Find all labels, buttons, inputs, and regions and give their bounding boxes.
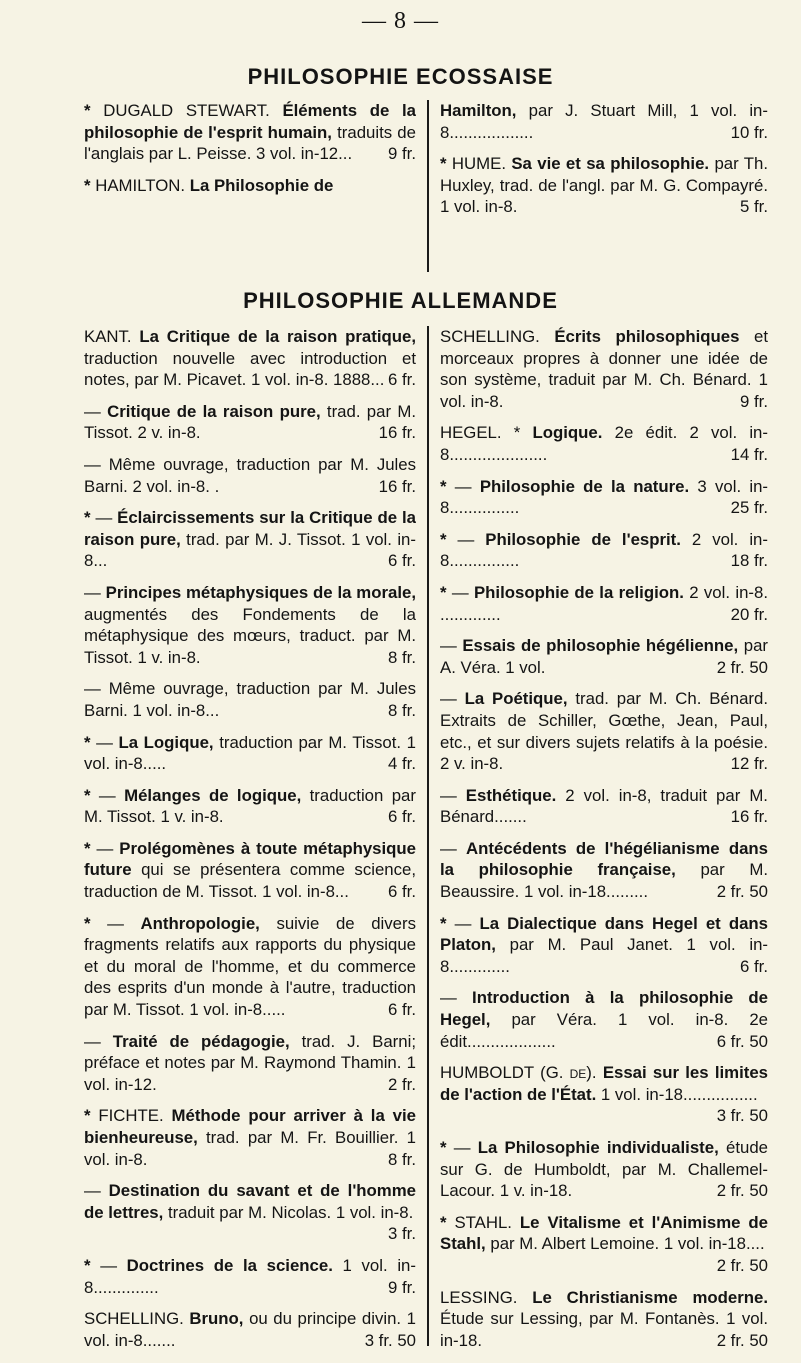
asterisk-marker: * xyxy=(84,732,91,752)
catalog-entry xyxy=(84,1255,416,1298)
entry-author: KANT. xyxy=(84,327,132,346)
entry-details: trad. par M. Tissot. 2 v. in-8. xyxy=(84,401,416,443)
entry-author: — xyxy=(84,582,101,602)
entry-price: 2 fr. 50 xyxy=(716,882,768,902)
entry-author: — xyxy=(454,476,472,496)
entry-title: Philosophie de la religion. xyxy=(473,582,684,602)
entry-title: Philosophie de la nature. xyxy=(479,476,690,496)
entry-details: trad. par M. J. Tissot. 1 vol. in-8... xyxy=(84,529,416,571)
entry-title: La Dialectique dans Hegel et dans Platon, xyxy=(440,913,768,955)
entry-details: traduction nouvelle avec introduction et notes, par M. Picavet. 1 vol. in-8. 1888... xyxy=(84,348,416,390)
catalog-entry xyxy=(440,1287,768,1352)
ecossaise-right-column xyxy=(440,100,768,280)
entry-details: traduits de l'anglais par L. Peisse. 3 vol. in-12... xyxy=(84,122,416,164)
entry-details: traduit par M. Nicolas. 1 vol. in-8. xyxy=(167,1202,414,1222)
entry-author: — xyxy=(95,508,113,528)
entry-price: 16 fr. xyxy=(730,807,768,827)
entry-title: Esthétique. xyxy=(465,785,557,805)
entry-title: Sa vie et sa philosophie. xyxy=(511,154,710,174)
entry-author: HUMBOLDT (G. de). xyxy=(440,1063,597,1083)
entry-title: Hamilton, xyxy=(440,101,517,120)
catalog-entry xyxy=(84,454,416,497)
allemande-left-column xyxy=(84,326,416,1356)
asterisk-marker: * xyxy=(440,582,447,602)
entry-price: 14 fr. xyxy=(730,444,768,464)
entry-price: 2 fr. 50 xyxy=(716,657,768,677)
asterisk-marker: * xyxy=(84,785,91,805)
entry-details: 1 vol. in-18................ xyxy=(600,1084,758,1104)
catalog-entry xyxy=(440,838,768,903)
entry-price: 9 fr. xyxy=(388,144,416,164)
catalog-entry xyxy=(440,688,768,774)
entry-title: Le Vitalisme et l'Animisme de Stahl, xyxy=(440,1212,768,1254)
entry-author: — xyxy=(84,1031,101,1051)
entry-price: 3 fr. 50 xyxy=(364,1330,416,1350)
entry-details: trad. par M. Fr. Bouillier. 1 vol. in-8. xyxy=(84,1128,416,1169)
asterisk-marker: * xyxy=(84,1255,91,1275)
entry-title: Essais de philosophie hégélienne, xyxy=(462,636,739,656)
entry-details: par M. Beaussire. 1 vol. in-18......... xyxy=(440,860,768,902)
entry-title: Bruno, xyxy=(189,1309,244,1329)
entry-details: trad. J. Barni; préface et notes par M. Raymond Thamin. 1 vol. in-12. xyxy=(84,1031,416,1094)
catalog-entry xyxy=(84,401,416,444)
asterisk-marker: * xyxy=(440,1212,447,1232)
entry-details: suivie de divers fragments relatifs aux rapports du physique et du moral de l'homme, et du commerce des esprits d'un monde à l'autre, traduction par M. Tissot. 1 vol. in-8..... xyxy=(84,913,416,1020)
entry-author: — xyxy=(84,454,101,474)
asterisk-marker: * xyxy=(84,838,91,858)
entry-title: La Philosophie individualiste, xyxy=(477,1138,719,1157)
asterisk-marker: * xyxy=(440,476,447,496)
entry-title: Éclaircissements sur la Critique de la raison pure, xyxy=(84,508,416,549)
catalog-entry xyxy=(440,422,768,465)
entry-price: 2 fr. 50 xyxy=(716,1255,768,1275)
asterisk-marker: * xyxy=(440,913,447,933)
entry-price: 2 fr. xyxy=(388,1074,416,1094)
entry-author: — xyxy=(440,785,457,805)
catalog-entry xyxy=(84,100,416,165)
entry-details: 3 vol. in-8............... xyxy=(440,476,768,518)
entry-price: 2 fr. 50 xyxy=(716,1181,768,1201)
entry-details: Même ouvrage, traduction par M. Jules Barni. 1 vol. in-8... xyxy=(84,679,416,720)
entry-title: Anthropologie, xyxy=(140,913,260,933)
entry-title: Logique. xyxy=(532,423,603,443)
column-divider xyxy=(427,100,429,272)
catalog-entry xyxy=(440,476,768,519)
entry-title: La Logique, xyxy=(118,732,214,752)
entry-author: — xyxy=(453,1138,471,1157)
entry-price: 8 fr. xyxy=(388,1149,416,1169)
catalog-entry xyxy=(84,1031,416,1096)
section-title-ecossaise: PHILOSOPHIE ECOSSAISE xyxy=(247,64,554,89)
entry-author: — xyxy=(96,838,114,858)
section-title-allemande: PHILOSOPHIE ALLEMANDE xyxy=(243,288,558,313)
entry-price: 9 fr. xyxy=(388,1277,416,1297)
catalog-entry xyxy=(440,635,768,678)
entry-details: 2 vol. in-8, traduit par M. Bénard....... xyxy=(440,785,768,827)
entry-details: qui se présentera comme science, traduction de M. Tissot. 1 vol. in-8... xyxy=(84,860,416,902)
catalog-entry xyxy=(440,582,768,625)
entry-title: Traité de pédagogie, xyxy=(112,1031,290,1051)
entry-title: La Critique de la raison pratique, xyxy=(139,327,416,346)
catalog-entry xyxy=(440,1062,768,1127)
entry-details: 1 vol. in-8.............. xyxy=(84,1255,416,1297)
entry-details: 2e édit. 2 vol. in-8..................... xyxy=(440,423,768,464)
entry-author: — xyxy=(451,582,469,602)
entry-author: HEGEL. * xyxy=(440,423,521,443)
entry-title: Écrits philosophiques xyxy=(554,327,740,346)
catalog-entry xyxy=(84,913,416,1021)
catalog-entry xyxy=(440,529,768,572)
entry-author: FICHTE. xyxy=(98,1106,164,1126)
entry-price: 16 fr. xyxy=(378,423,416,443)
entry-price: 2 fr. 50 xyxy=(716,1330,768,1350)
asterisk-marker: * xyxy=(84,913,91,933)
catalog-entry xyxy=(440,1212,768,1277)
catalog-entry xyxy=(84,507,416,572)
entry-price: 25 fr. xyxy=(730,498,768,518)
entry-author: HAMILTON. xyxy=(95,175,186,195)
entry-details: Même ouvrage, traduction par M. Jules Barni. 2 vol. in-8. . xyxy=(84,454,416,496)
entry-price: 6 fr. xyxy=(388,551,416,571)
entry-price: 8 fr. xyxy=(388,700,416,720)
entry-price: 6 fr. xyxy=(388,370,416,390)
entry-price: 3 fr. xyxy=(388,1224,416,1244)
entry-author: — xyxy=(454,913,472,933)
entry-price: 9 fr. xyxy=(740,391,768,411)
ecossaise-left-column xyxy=(84,100,416,280)
catalog-entry xyxy=(440,913,768,978)
entry-title: Antécédents de l'hégélianisme dans la philosophie française, xyxy=(440,838,768,880)
entry-author: HUME. xyxy=(451,154,506,174)
entry-title: Introduction à la philosophie de Hegel, xyxy=(440,988,768,1030)
entry-author: — xyxy=(440,988,457,1008)
entry-author: — xyxy=(440,689,457,709)
entry-details: augmentés des Fondements de la métaphysique des mœurs, traduct. par M. Tissot. 1 v. in-8. xyxy=(84,604,416,667)
catalog-entry xyxy=(84,1105,416,1170)
asterisk-marker: * xyxy=(440,529,447,549)
entry-details: Étude sur Lessing, par M. Fontanès. 1 vol. in-18. xyxy=(440,1309,768,1350)
catalog-entry xyxy=(84,175,416,197)
entry-price: 16 fr. xyxy=(378,476,416,496)
allemande-right-column xyxy=(440,326,768,1356)
catalog-entry xyxy=(84,838,416,903)
entry-details: étude sur G. de Humboldt, par M. Challemel-Lacour. 1 v. in-18. xyxy=(440,1138,768,1201)
entry-title: La Philosophie de xyxy=(189,175,334,195)
catalog-entry xyxy=(440,987,768,1052)
entry-price: 4 fr. xyxy=(388,754,416,774)
catalog-entry xyxy=(440,1137,768,1202)
entry-author: — xyxy=(84,401,101,421)
entry-price: 6 fr. xyxy=(388,807,416,827)
catalog-entry xyxy=(84,732,416,775)
entry-price: 8 fr. xyxy=(388,647,416,667)
entry-author: — xyxy=(100,1255,117,1275)
entry-details: par A. Véra. 1 vol. xyxy=(440,636,768,677)
page-number: — 8 — xyxy=(362,8,439,34)
entry-details: traduction par M. Tissot. 1 v. in-8. xyxy=(84,785,416,827)
entry-details: ou du principe divin. 1 vol. in-8....... xyxy=(84,1309,416,1350)
asterisk-marker: * xyxy=(440,1138,447,1157)
catalog-entry xyxy=(440,326,768,412)
catalog-entry xyxy=(84,678,416,721)
entry-author: — xyxy=(96,732,113,752)
catalog-entry xyxy=(440,153,768,218)
entry-price: 3 fr. 50 xyxy=(716,1106,768,1126)
entry-author: — xyxy=(457,529,475,549)
entry-title: Le Christianisme moderne. xyxy=(532,1287,768,1307)
entry-title: Méthode pour arriver à la vie bienheureuse, xyxy=(84,1106,416,1147)
entry-author: SCHELLING. xyxy=(84,1309,184,1329)
entry-details: par J. Stuart Mill, 1 vol. in-8.................. xyxy=(440,101,768,142)
entry-details: 2 vol. in-8............... xyxy=(440,529,768,571)
entry-title: Critique de la raison pure, xyxy=(107,401,321,421)
catalog-entry xyxy=(84,326,416,391)
catalog-entry xyxy=(84,1308,416,1351)
entry-author: — xyxy=(84,679,101,699)
catalog-entry xyxy=(84,582,416,668)
entry-title: Philosophie de l'esprit. xyxy=(485,529,681,549)
entry-details: 2 vol. in-8. ............. xyxy=(440,582,768,624)
asterisk-marker: * xyxy=(84,175,91,195)
entry-price: 6 fr. 50 xyxy=(716,1031,768,1051)
entry-price: 12 fr. xyxy=(730,754,768,774)
entry-title: Prolégomènes à toute métaphysique future xyxy=(84,838,416,880)
entry-details: traduction par M. Tissot. 1 vol. in-8..... xyxy=(84,732,416,774)
asterisk-marker: * xyxy=(440,154,447,174)
entry-author: LESSING. xyxy=(440,1287,518,1307)
catalog-entry xyxy=(84,1180,416,1245)
entry-author: — xyxy=(440,838,457,858)
entry-title: Doctrines de la science. xyxy=(126,1255,333,1275)
entry-details: par Th. Huxley, trad. de l'angl. par M. G. Compayré. 1 vol. in-8. xyxy=(440,154,768,217)
asterisk-marker: * xyxy=(84,101,91,120)
column-divider xyxy=(427,326,429,1346)
entry-price: 10 fr. xyxy=(730,122,768,142)
entry-price: 6 fr. xyxy=(740,956,768,976)
entry-price: 6 fr. xyxy=(388,1000,416,1020)
entry-author: DUGALD STEWART. xyxy=(103,101,270,120)
entry-title: Mélanges de logique, xyxy=(124,785,302,805)
entry-title: Essai sur les limites de l'action de l'État. xyxy=(440,1063,768,1104)
entry-title: La Poétique, xyxy=(464,689,568,709)
entry-title: Principes métaphysiques de la morale, xyxy=(105,582,416,602)
entry-details: par M. Albert Lemoine. 1 vol. in-18.... xyxy=(490,1234,765,1254)
entry-author: — xyxy=(107,913,124,933)
asterisk-marker: * xyxy=(84,1106,91,1126)
entry-price: 5 fr. xyxy=(740,197,768,217)
entry-title: Destination du savant et de l'homme de lettres, xyxy=(84,1181,416,1222)
entry-author: SCHELLING. xyxy=(440,327,540,346)
entry-author: — xyxy=(440,636,457,656)
catalog-entry xyxy=(440,785,768,828)
catalog-entry xyxy=(440,100,768,143)
entry-price: 6 fr. xyxy=(388,882,416,902)
catalog-entry xyxy=(84,785,416,828)
entry-author: STAHL. xyxy=(454,1212,512,1232)
entry-title: Éléments de la philosophie de l'esprit humain, xyxy=(84,101,416,142)
entry-author: — xyxy=(84,1181,101,1201)
entry-details: par Véra. 1 vol. in-8. 2e édit................... xyxy=(440,1010,768,1051)
asterisk-marker: * xyxy=(84,508,91,528)
entry-price: 20 fr. xyxy=(730,604,768,624)
entry-details: et morceaux propres à donner une idée de son système, traduit par M. Ch. Bénard. 1 vol. in-8. xyxy=(440,327,768,411)
entry-author: — xyxy=(98,785,116,805)
entry-price: 18 fr. xyxy=(730,551,768,571)
entry-details: trad. par M. Ch. Bénard. Extraits de Schiller, Gœthe, Jean, Paul, etc., et sur divers sujets relatifs à la poésie. 2 v. in-8. xyxy=(440,689,768,774)
entry-details: par M. Paul Janet. 1 vol. in-8............. xyxy=(440,935,768,976)
